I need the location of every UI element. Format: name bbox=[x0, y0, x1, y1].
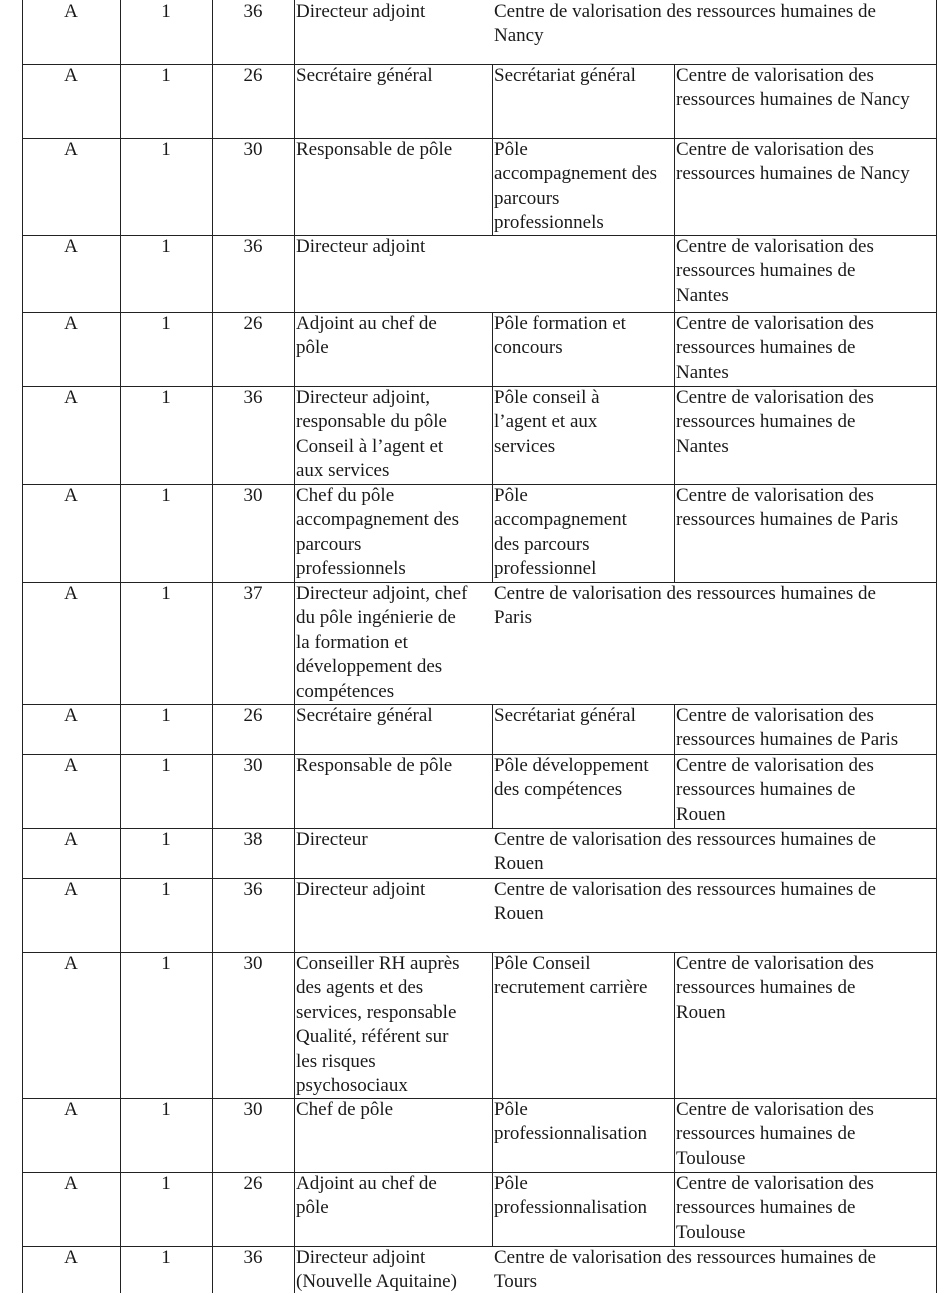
column-rule bbox=[212, 1098, 213, 1172]
column-rule bbox=[120, 386, 121, 484]
group-cell: 1 bbox=[161, 953, 171, 974]
column-rule bbox=[936, 386, 937, 484]
points-cell: 36 bbox=[243, 387, 263, 408]
group-cell: 1 bbox=[161, 879, 171, 900]
column-rule bbox=[936, 704, 937, 754]
column-rule bbox=[212, 312, 213, 386]
service-cell: Centre de valorisation des ressources humaines de Toulouse bbox=[676, 1173, 874, 1243]
column-rule bbox=[294, 312, 295, 386]
structure-cell: Pôle accompagnement des parcours professionnel bbox=[494, 485, 627, 580]
row-divider bbox=[22, 952, 936, 953]
column-rule bbox=[294, 828, 295, 878]
group-cell: 1 bbox=[161, 1247, 171, 1268]
column-rule bbox=[294, 754, 295, 828]
column-rule bbox=[936, 484, 937, 582]
column-rule bbox=[674, 312, 675, 386]
category-cell: A bbox=[64, 313, 78, 334]
table-row bbox=[0, 386, 950, 484]
structure-cell: Pôle formation et concours bbox=[494, 313, 626, 359]
column-rule bbox=[492, 386, 493, 484]
column-rule bbox=[294, 0, 295, 64]
column-rule bbox=[120, 1098, 121, 1172]
category-cell: A bbox=[64, 755, 78, 776]
position-cell: Adjoint au chef de pôle bbox=[296, 1173, 437, 1219]
category-cell: A bbox=[64, 879, 78, 900]
row-divider bbox=[22, 235, 936, 236]
row-divider bbox=[22, 704, 936, 705]
column-rule bbox=[674, 754, 675, 828]
row-divider bbox=[22, 1172, 936, 1173]
column-rule bbox=[22, 582, 23, 704]
column-rule bbox=[22, 952, 23, 1098]
column-rule bbox=[120, 1246, 121, 1293]
column-rule bbox=[492, 704, 493, 754]
column-rule bbox=[22, 235, 23, 312]
column-rule bbox=[674, 1098, 675, 1172]
row-divider bbox=[22, 754, 936, 755]
column-rule bbox=[492, 64, 493, 138]
table-row bbox=[0, 704, 950, 754]
column-rule bbox=[120, 952, 121, 1098]
points-cell: 26 bbox=[243, 1173, 263, 1194]
position-cell: Conseiller RH auprès des agents et des services, responsable Qualité, référent sur les risques psychosociaux bbox=[296, 953, 460, 1097]
structure-cell: Pôle développement des compétences bbox=[494, 755, 649, 801]
column-rule bbox=[936, 828, 937, 878]
points-cell: 37 bbox=[243, 583, 263, 604]
column-rule bbox=[492, 312, 493, 386]
service-cell: Centre de valorisation des ressources humaines de Toulouse bbox=[676, 1099, 874, 1169]
column-rule bbox=[674, 386, 675, 484]
column-rule bbox=[294, 1098, 295, 1172]
row-divider bbox=[22, 386, 936, 387]
table-row bbox=[0, 1246, 950, 1293]
column-rule bbox=[936, 1172, 937, 1246]
column-rule bbox=[120, 138, 121, 235]
group-cell: 1 bbox=[161, 829, 171, 850]
points-cell: 36 bbox=[243, 236, 263, 257]
column-rule bbox=[22, 312, 23, 386]
position-cell: Responsable de pôle bbox=[296, 755, 453, 776]
service-cell: Centre de valorisation des ressources humaines de Nantes bbox=[676, 313, 874, 383]
table-row bbox=[0, 484, 950, 582]
table-row bbox=[0, 235, 950, 312]
column-rule bbox=[936, 312, 937, 386]
column-rule bbox=[492, 138, 493, 235]
service-cell: Centre de valorisation des ressources humaines de Rouen bbox=[494, 829, 876, 875]
points-cell: 30 bbox=[243, 139, 263, 160]
group-cell: 1 bbox=[161, 387, 171, 408]
column-rule bbox=[120, 312, 121, 386]
service-cell: Centre de valorisation des ressources humaines de Tours bbox=[494, 1247, 876, 1293]
column-rule bbox=[674, 138, 675, 235]
service-cell: Centre de valorisation des ressources humaines de Rouen bbox=[494, 879, 876, 925]
points-cell: 26 bbox=[243, 313, 263, 334]
table-row bbox=[0, 64, 950, 138]
column-rule bbox=[674, 1172, 675, 1246]
column-rule bbox=[294, 1172, 295, 1246]
position-cell: Secrétaire général bbox=[296, 65, 433, 86]
column-rule bbox=[294, 235, 295, 312]
column-rule bbox=[936, 64, 937, 138]
group-cell: 1 bbox=[161, 313, 171, 334]
column-rule bbox=[120, 64, 121, 138]
table-row bbox=[0, 312, 950, 386]
structure-cell: Pôle conseil à l’agent et aux services bbox=[494, 387, 600, 457]
column-rule bbox=[120, 0, 121, 64]
row-divider bbox=[22, 138, 936, 139]
structure-cell: Pôle accompagnement des parcours professionnels bbox=[494, 139, 658, 234]
service-cell: Centre de valorisation des ressources humaines de Nancy bbox=[494, 1, 876, 47]
column-rule bbox=[294, 138, 295, 235]
column-rule bbox=[294, 952, 295, 1098]
group-cell: 1 bbox=[161, 65, 171, 86]
column-rule bbox=[212, 138, 213, 235]
column-rule bbox=[212, 484, 213, 582]
points-cell: 26 bbox=[243, 705, 263, 726]
service-cell: Centre de valorisation des ressources humaines de Nantes bbox=[676, 387, 874, 457]
column-rule bbox=[120, 582, 121, 704]
row-divider bbox=[22, 64, 936, 65]
column-rule bbox=[22, 484, 23, 582]
table-row bbox=[0, 138, 950, 235]
column-rule bbox=[936, 235, 937, 312]
column-rule bbox=[936, 1098, 937, 1172]
points-cell: 36 bbox=[243, 879, 263, 900]
category-cell: A bbox=[64, 1, 78, 22]
column-rule bbox=[22, 1172, 23, 1246]
row-divider bbox=[22, 1098, 936, 1099]
group-cell: 1 bbox=[161, 485, 171, 506]
service-cell: Centre de valorisation des ressources humaines de Paris bbox=[676, 705, 899, 751]
table-row bbox=[0, 1172, 950, 1246]
category-cell: A bbox=[64, 705, 78, 726]
category-cell: A bbox=[64, 1173, 78, 1194]
column-rule bbox=[212, 878, 213, 952]
position-cell: Adjoint au chef de pôle bbox=[296, 313, 437, 359]
group-cell: 1 bbox=[161, 583, 171, 604]
column-rule bbox=[492, 952, 493, 1098]
column-rule bbox=[674, 704, 675, 754]
column-rule bbox=[22, 64, 23, 138]
category-cell: A bbox=[64, 139, 78, 160]
group-cell: 1 bbox=[161, 139, 171, 160]
column-rule bbox=[212, 704, 213, 754]
row-divider bbox=[22, 312, 936, 313]
structure-cell: Pôle professionnalisation bbox=[494, 1173, 648, 1219]
structure-cell: Pôle Conseil recrutement carrière bbox=[494, 953, 648, 999]
points-cell: 36 bbox=[243, 1247, 263, 1268]
service-cell: Centre de valorisation des ressources humaines de Paris bbox=[494, 583, 876, 629]
table-row bbox=[0, 952, 950, 1098]
category-cell: A bbox=[64, 387, 78, 408]
row-divider bbox=[22, 1246, 936, 1247]
column-rule bbox=[212, 952, 213, 1098]
category-cell: A bbox=[64, 65, 78, 86]
position-cell: Responsable de pôle bbox=[296, 139, 453, 160]
column-rule bbox=[212, 64, 213, 138]
column-rule bbox=[492, 1172, 493, 1246]
column-rule bbox=[936, 1246, 937, 1293]
group-cell: 1 bbox=[161, 1099, 171, 1120]
table-row bbox=[0, 0, 950, 64]
service-cell: Centre de valorisation des ressources humaines de Nancy bbox=[676, 139, 910, 185]
position-cell: Directeur bbox=[296, 829, 368, 850]
column-rule bbox=[492, 1098, 493, 1172]
category-cell: A bbox=[64, 829, 78, 850]
column-rule bbox=[22, 1246, 23, 1293]
group-cell: 1 bbox=[161, 705, 171, 726]
column-rule bbox=[294, 1246, 295, 1293]
table-row bbox=[0, 1098, 950, 1172]
table-row bbox=[0, 754, 950, 828]
column-rule bbox=[674, 952, 675, 1098]
column-rule bbox=[936, 138, 937, 235]
points-cell: 26 bbox=[243, 65, 263, 86]
column-rule bbox=[936, 878, 937, 952]
column-rule bbox=[936, 0, 937, 64]
position-cell: Directeur adjoint, responsable du pôle Conseil à l’agent et aux services bbox=[296, 387, 447, 482]
group-cell: 1 bbox=[161, 1, 171, 22]
row-divider bbox=[22, 582, 936, 583]
column-rule bbox=[212, 582, 213, 704]
points-cell: 30 bbox=[243, 1099, 263, 1120]
column-rule bbox=[120, 878, 121, 952]
points-cell: 30 bbox=[243, 953, 263, 974]
group-cell: 1 bbox=[161, 1173, 171, 1194]
category-cell: A bbox=[64, 485, 78, 506]
service-cell: Centre de valorisation des ressources humaines de Paris bbox=[676, 485, 899, 531]
column-rule bbox=[120, 484, 121, 582]
category-cell: A bbox=[64, 1099, 78, 1120]
column-rule bbox=[22, 754, 23, 828]
column-rule bbox=[120, 704, 121, 754]
position-cell: Chef du pôle accompagnement des parcours professionnels bbox=[296, 485, 460, 580]
column-rule bbox=[212, 0, 213, 64]
column-rule bbox=[674, 64, 675, 138]
column-rule bbox=[22, 828, 23, 878]
column-rule bbox=[674, 484, 675, 582]
position-cell: Directeur adjoint bbox=[296, 236, 426, 257]
column-rule bbox=[212, 1246, 213, 1293]
position-cell: Directeur adjoint (Nouvelle Aquitaine) bbox=[296, 1247, 457, 1293]
column-rule bbox=[294, 704, 295, 754]
position-cell: Directeur adjoint bbox=[296, 879, 426, 900]
position-cell: Directeur adjoint, chef du pôle ingénierie de la formation et développement des compétences bbox=[296, 583, 468, 702]
category-cell: A bbox=[64, 583, 78, 604]
row-divider bbox=[22, 484, 936, 485]
points-cell: 38 bbox=[243, 829, 263, 850]
service-cell: Centre de valorisation des ressources humaines de Nantes bbox=[676, 236, 874, 306]
category-cell: A bbox=[64, 236, 78, 257]
category-cell: A bbox=[64, 1247, 78, 1268]
column-rule bbox=[22, 1098, 23, 1172]
row-divider bbox=[22, 828, 936, 829]
position-cell: Directeur adjoint bbox=[296, 1, 426, 22]
column-rule bbox=[22, 386, 23, 484]
service-cell: Centre de valorisation des ressources humaines de Rouen bbox=[676, 953, 874, 1023]
column-rule bbox=[120, 828, 121, 878]
position-cell: Chef de pôle bbox=[296, 1099, 394, 1120]
column-rule bbox=[120, 235, 121, 312]
column-rule bbox=[294, 386, 295, 484]
column-rule bbox=[212, 235, 213, 312]
column-rule bbox=[22, 138, 23, 235]
table-row bbox=[0, 828, 950, 878]
column-rule bbox=[22, 878, 23, 952]
group-cell: 1 bbox=[161, 755, 171, 776]
column-rule bbox=[294, 64, 295, 138]
structure-cell: Secrétariat général bbox=[494, 65, 636, 86]
column-rule bbox=[120, 1172, 121, 1246]
column-rule bbox=[936, 754, 937, 828]
row-divider bbox=[22, 878, 936, 879]
column-rule bbox=[936, 952, 937, 1098]
category-cell: A bbox=[64, 953, 78, 974]
column-rule bbox=[212, 1172, 213, 1246]
column-rule bbox=[120, 754, 121, 828]
table-row bbox=[0, 878, 950, 952]
position-cell: Secrétaire général bbox=[296, 705, 433, 726]
column-rule bbox=[294, 878, 295, 952]
column-rule bbox=[212, 386, 213, 484]
points-cell: 30 bbox=[243, 485, 263, 506]
points-cell: 36 bbox=[243, 1, 263, 22]
points-cell: 30 bbox=[243, 755, 263, 776]
structure-cell: Pôle professionnalisation bbox=[494, 1099, 648, 1145]
service-cell: Centre de valorisation des ressources humaines de Rouen bbox=[676, 755, 874, 825]
column-rule bbox=[22, 0, 23, 64]
column-rule bbox=[212, 754, 213, 828]
column-rule bbox=[22, 704, 23, 754]
column-rule bbox=[492, 754, 493, 828]
column-rule bbox=[294, 582, 295, 704]
service-cell: Centre de valorisation des ressources humaines de Nancy bbox=[676, 65, 910, 111]
table-row bbox=[0, 582, 950, 704]
column-rule bbox=[674, 235, 675, 312]
structure-cell: Secrétariat général bbox=[494, 705, 636, 726]
column-rule bbox=[492, 484, 493, 582]
column-rule bbox=[212, 828, 213, 878]
column-rule bbox=[294, 484, 295, 582]
group-cell: 1 bbox=[161, 236, 171, 257]
column-rule bbox=[936, 582, 937, 704]
